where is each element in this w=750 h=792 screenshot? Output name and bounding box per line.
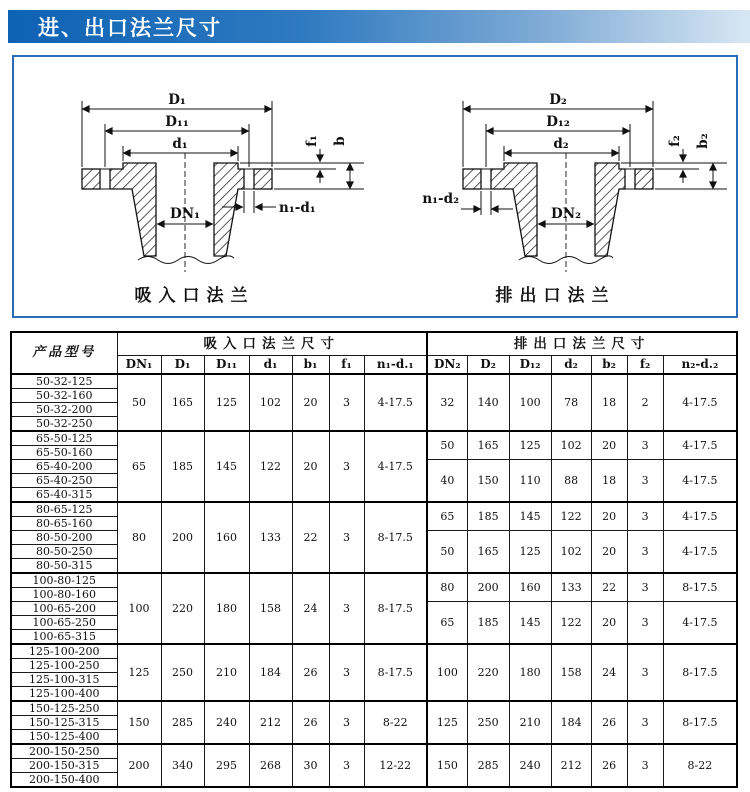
suction-value-cell: 22 — [292, 502, 329, 573]
dim-label-n1-d2: n₁-d₂ — [421, 191, 459, 207]
model-cell: 100-65-250 — [11, 616, 117, 630]
suction-flange-drawing — [20, 63, 370, 281]
model-cell: 200-150-315 — [11, 759, 117, 773]
suction-value-cell: 165 — [161, 374, 204, 431]
suction-value-cell: 12-22 — [364, 744, 427, 787]
discharge-value-cell: 133 — [551, 573, 591, 602]
discharge-value-cell: 40 — [427, 460, 467, 503]
suction-value-cell: 65 — [117, 431, 161, 502]
discharge-value-cell: 125 — [427, 701, 467, 744]
dim-label-DN2: DN₂ — [550, 206, 581, 222]
model-cell: 50-32-125 — [11, 374, 117, 389]
suction-value-cell: 268 — [249, 744, 292, 787]
discharge-value-cell: 32 — [427, 374, 467, 431]
discharge-value-cell: 3 — [627, 502, 663, 531]
suction-value-cell: 100 — [117, 573, 161, 644]
suction-value-cell: 210 — [204, 644, 249, 701]
model-cell: 50-32-200 — [11, 403, 117, 417]
model-cell: 65-40-250 — [11, 474, 117, 488]
discharge-value-cell: 185 — [467, 602, 509, 645]
discharge-value-cell: 180 — [509, 644, 551, 701]
discharge-value-cell: 122 — [551, 502, 591, 531]
model-cell: 100-80-125 — [11, 573, 117, 588]
suction-value-cell: 30 — [292, 744, 329, 787]
flange-diagram-panel — [12, 55, 738, 318]
discharge-value-cell: 3 — [627, 573, 663, 602]
discharge-value-cell: 145 — [509, 602, 551, 645]
column-header-model: 产品型号 — [11, 332, 117, 374]
suction-subcolumn-header: f₁ — [329, 356, 364, 375]
suction-subcolumn-header: b₁ — [292, 356, 329, 375]
model-cell: 100-65-200 — [11, 602, 117, 616]
discharge-value-cell: 3 — [627, 460, 663, 503]
discharge-value-cell: 20 — [591, 502, 627, 531]
dim-label-f1: f₁ — [303, 135, 320, 147]
suction-value-cell: 3 — [329, 374, 364, 431]
discharge-value-cell: 4-17.5 — [663, 431, 737, 460]
page-title: 进、出口法兰尺寸 — [38, 15, 222, 40]
suction-value-cell: 125 — [204, 374, 249, 431]
discharge-value-cell: 22 — [591, 573, 627, 602]
model-cell: 50-32-250 — [11, 417, 117, 432]
discharge-value-cell: 240 — [509, 744, 551, 787]
model-cell: 100-65-315 — [11, 630, 117, 645]
discharge-value-cell: 65 — [427, 502, 467, 531]
discharge-value-cell: 220 — [467, 644, 509, 701]
suction-value-cell: 3 — [329, 644, 364, 701]
suction-subcolumn-header: n₁-d.₁ — [364, 356, 427, 375]
suction-value-cell: 133 — [249, 502, 292, 573]
discharge-value-cell: 200 — [467, 573, 509, 602]
suction-value-cell: 240 — [204, 701, 249, 744]
table-row — [11, 744, 737, 759]
discharge-value-cell: 20 — [591, 431, 627, 460]
dim-label-D11: D₁₁ — [164, 114, 189, 130]
discharge-value-cell: 4-17.5 — [663, 531, 737, 574]
discharge-value-cell: 185 — [467, 502, 509, 531]
discharge-value-cell: 24 — [591, 644, 627, 701]
discharge-value-cell: 125 — [509, 431, 551, 460]
discharge-value-cell: 20 — [591, 602, 627, 645]
suction-value-cell: 160 — [204, 502, 249, 573]
discharge-value-cell: 160 — [509, 573, 551, 602]
discharge-value-cell: 125 — [509, 531, 551, 574]
suction-value-cell: 3 — [329, 431, 364, 502]
model-cell: 50-32-160 — [11, 389, 117, 403]
model-cell: 80-65-125 — [11, 502, 117, 517]
suction-value-cell: 185 — [161, 431, 204, 502]
suction-value-cell: 125 — [117, 644, 161, 701]
discharge-value-cell: 3 — [627, 531, 663, 574]
suction-value-cell: 150 — [117, 701, 161, 744]
discharge-value-cell: 3 — [627, 744, 663, 787]
suction-value-cell: 3 — [329, 573, 364, 644]
column-group-suction: 吸入口法兰尺寸 — [117, 332, 427, 356]
dim-label-b2: b₂ — [694, 133, 711, 149]
suction-value-cell: 212 — [249, 701, 292, 744]
discharge-flange-drawing — [381, 63, 731, 281]
discharge-value-cell: 18 — [591, 460, 627, 503]
discharge-value-cell: 140 — [467, 374, 509, 431]
model-cell: 125-100-400 — [11, 687, 117, 702]
flange-dimensions-table — [10, 331, 738, 788]
model-cell: 80-65-160 — [11, 517, 117, 531]
discharge-value-cell: 2 — [627, 374, 663, 431]
discharge-value-cell: 145 — [509, 502, 551, 531]
suction-value-cell: 102 — [249, 374, 292, 431]
discharge-value-cell: 165 — [467, 431, 509, 460]
discharge-value-cell: 102 — [551, 531, 591, 574]
discharge-value-cell: 150 — [467, 460, 509, 503]
discharge-value-cell: 65 — [427, 602, 467, 645]
model-cell: 150-125-250 — [11, 701, 117, 716]
dim-label-D1: D₁ — [167, 92, 186, 108]
discharge-flange-caption: 排出口法兰 — [495, 286, 616, 306]
discharge-value-cell: 3 — [627, 431, 663, 460]
model-cell: 150-125-315 — [11, 716, 117, 730]
suction-flange-caption: 吸入口法兰 — [134, 286, 255, 306]
discharge-value-cell: 110 — [509, 460, 551, 503]
table-row — [11, 374, 737, 389]
discharge-subcolumn-header: b₂ — [591, 356, 627, 375]
suction-value-cell: 8-17.5 — [364, 502, 427, 573]
discharge-value-cell: 100 — [427, 644, 467, 701]
discharge-dimension-lines — [461, 101, 727, 224]
dim-label-b: b — [331, 136, 348, 146]
suction-value-cell: 250 — [161, 644, 204, 701]
suction-value-cell: 8-22 — [364, 701, 427, 744]
page-title-bar — [8, 10, 750, 43]
suction-subcolumn-header: D₁₁ — [204, 356, 249, 375]
suction-value-cell: 3 — [329, 744, 364, 787]
dim-label-D2: D₂ — [548, 92, 567, 108]
suction-value-cell: 200 — [117, 744, 161, 787]
discharge-value-cell: 4-17.5 — [663, 602, 737, 645]
discharge-subcolumn-header: D₂ — [467, 356, 509, 375]
discharge-value-cell: 8-22 — [663, 744, 737, 787]
discharge-subcolumn-header: n₂-d.₂ — [663, 356, 737, 375]
suction-value-cell: 295 — [204, 744, 249, 787]
model-cell: 65-50-160 — [11, 446, 117, 460]
table-row — [11, 644, 737, 659]
model-cell: 80-50-200 — [11, 531, 117, 545]
column-group-discharge: 排出口法兰尺寸 — [427, 332, 737, 356]
discharge-flange-figure — [375, 57, 736, 316]
table-row — [11, 502, 737, 517]
discharge-subcolumn-header: f₂ — [627, 356, 663, 375]
discharge-value-cell: 78 — [551, 374, 591, 431]
dim-label-d2: d₂ — [552, 136, 569, 152]
suction-value-cell: 4-17.5 — [364, 431, 427, 502]
model-cell: 100-80-160 — [11, 588, 117, 602]
discharge-value-cell: 26 — [591, 701, 627, 744]
suction-flange-figure — [14, 57, 375, 316]
discharge-value-cell: 50 — [427, 431, 467, 460]
suction-value-cell: 26 — [292, 644, 329, 701]
dim-label-d1: d₁ — [171, 136, 188, 152]
table-row — [11, 573, 737, 588]
suction-value-cell: 180 — [204, 573, 249, 644]
suction-value-cell: 340 — [161, 744, 204, 787]
table-row — [11, 431, 737, 446]
suction-value-cell: 3 — [329, 701, 364, 744]
discharge-value-cell: 20 — [591, 531, 627, 574]
suction-value-cell: 285 — [161, 701, 204, 744]
dim-label-n1-d1: n₁-d₁ — [278, 200, 316, 216]
suction-value-cell: 122 — [249, 431, 292, 502]
discharge-value-cell: 18 — [591, 374, 627, 431]
model-cell: 125-100-250 — [11, 659, 117, 673]
break-line — [138, 256, 234, 264]
suction-value-cell: 20 — [292, 431, 329, 502]
discharge-value-cell: 102 — [551, 431, 591, 460]
discharge-subcolumn-header: D₁₂ — [509, 356, 551, 375]
model-cell: 80-50-250 — [11, 545, 117, 559]
suction-value-cell: 20 — [292, 374, 329, 431]
model-cell: 150-125-400 — [11, 730, 117, 745]
discharge-value-cell: 80 — [427, 573, 467, 602]
suction-value-cell: 24 — [292, 573, 329, 644]
discharge-subcolumn-header: DN₂ — [427, 356, 467, 375]
discharge-value-cell: 50 — [427, 531, 467, 574]
dim-label-DN1: DN₁ — [169, 206, 200, 222]
discharge-value-cell: 4-17.5 — [663, 502, 737, 531]
discharge-value-cell: 26 — [591, 744, 627, 787]
discharge-value-cell: 285 — [467, 744, 509, 787]
model-cell: 200-150-250 — [11, 744, 117, 759]
discharge-subcolumn-header: d₂ — [551, 356, 591, 375]
suction-value-cell: 200 — [161, 502, 204, 573]
suction-subcolumn-header: d₁ — [249, 356, 292, 375]
model-cell: 65-40-315 — [11, 488, 117, 503]
suction-value-cell: 26 — [292, 701, 329, 744]
suction-value-cell: 3 — [329, 502, 364, 573]
discharge-value-cell: 122 — [551, 602, 591, 645]
discharge-value-cell: 3 — [627, 701, 663, 744]
discharge-value-cell: 8-17.5 — [663, 701, 737, 744]
discharge-value-cell: 88 — [551, 460, 591, 503]
discharge-value-cell: 4-17.5 — [663, 460, 737, 503]
discharge-value-cell: 3 — [627, 602, 663, 645]
suction-value-cell: 8-17.5 — [364, 644, 427, 701]
suction-value-cell: 50 — [117, 374, 161, 431]
model-cell: 80-50-315 — [11, 559, 117, 574]
discharge-value-cell: 4-17.5 — [663, 374, 737, 431]
suction-value-cell: 184 — [249, 644, 292, 701]
discharge-value-cell: 100 — [509, 374, 551, 431]
discharge-value-cell: 184 — [551, 701, 591, 744]
discharge-value-cell: 212 — [551, 744, 591, 787]
suction-value-cell: 220 — [161, 573, 204, 644]
discharge-value-cell: 250 — [467, 701, 509, 744]
model-cell: 125-100-200 — [11, 644, 117, 659]
table-row — [11, 701, 737, 716]
suction-value-cell: 145 — [204, 431, 249, 502]
discharge-value-cell: 3 — [627, 644, 663, 701]
model-cell: 65-50-125 — [11, 431, 117, 446]
dim-label-D12: D₁₂ — [545, 114, 570, 130]
suction-value-cell: 80 — [117, 502, 161, 573]
discharge-value-cell: 8-17.5 — [663, 644, 737, 701]
model-cell: 65-40-200 — [11, 460, 117, 474]
model-cell: 200-150-400 — [11, 773, 117, 788]
discharge-value-cell: 8-17.5 — [663, 573, 737, 602]
suction-value-cell: 8-17.5 — [364, 573, 427, 644]
suction-value-cell: 4-17.5 — [364, 374, 427, 431]
dim-label-f2: f₂ — [666, 135, 683, 147]
suction-subcolumn-header: DN₁ — [117, 356, 161, 375]
model-cell: 125-100-315 — [11, 673, 117, 687]
discharge-value-cell: 210 — [509, 701, 551, 744]
suction-value-cell: 158 — [249, 573, 292, 644]
suction-subcolumn-header: D₁ — [161, 356, 204, 375]
discharge-value-cell: 150 — [427, 744, 467, 787]
discharge-value-cell: 165 — [467, 531, 509, 574]
discharge-value-cell: 158 — [551, 644, 591, 701]
